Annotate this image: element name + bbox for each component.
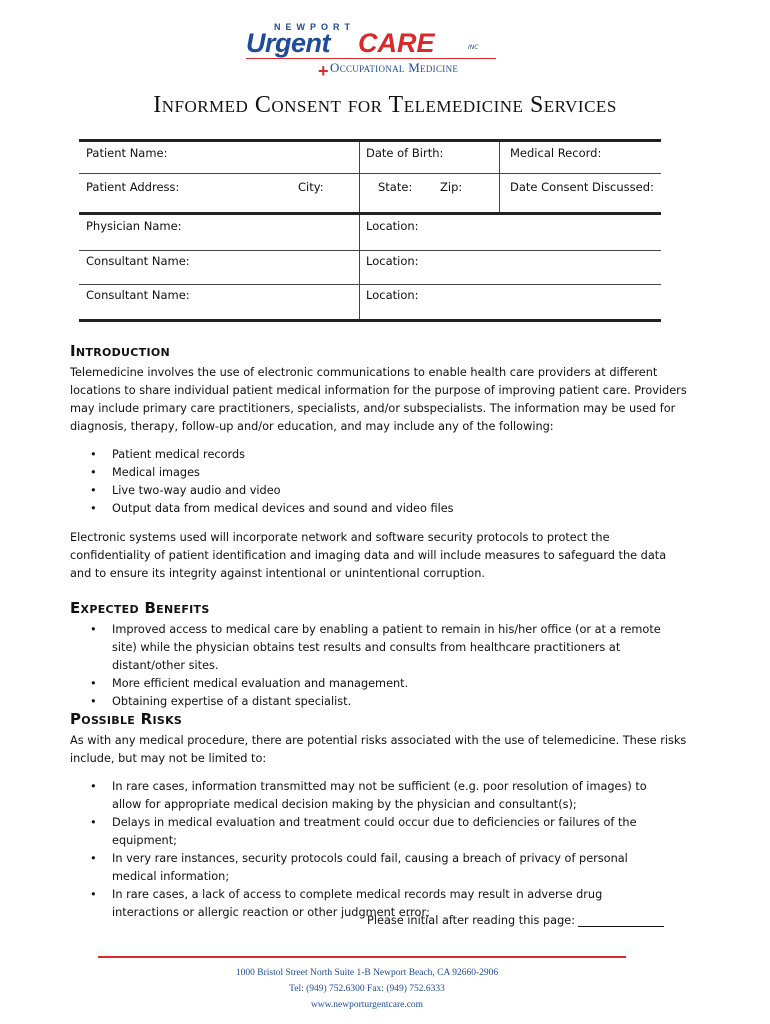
section-heading-risks: Possible Risks [70, 710, 183, 728]
consultant-name-field[interactable]: Consultant Name: [86, 254, 190, 268]
patient-address-field[interactable]: Patient Address: [86, 180, 180, 194]
form-divider [359, 142, 360, 212]
location-field[interactable]: Location: [366, 254, 419, 268]
list-item: • In rare cases, information transmitted may not be sufficient (e.g. poor resolution of images) to allow for appropriate medical decision making by the physician and consultant(s); [72, 778, 672, 814]
introduction-list [72, 446, 682, 518]
logo-newport-text: NEWPORT [274, 22, 355, 32]
form-bottom-rule [79, 319, 661, 322]
logo-underline [246, 58, 496, 59]
company-logo [236, 22, 506, 82]
risks-text: As with any medical procedure, there are potential risks associated with the use of telemedicine. These risks include, but may not be limited to: [70, 734, 687, 765]
location-field[interactable]: Location: [366, 219, 419, 233]
security-text: Electronic systems used will incorporate network and software security protocols to protect the confidentiality of patient identification and imaging data and will include measures to safeguard the data and to ensure its integrity against intentional or unintentional corruption. [70, 531, 667, 580]
medical-record-field[interactable]: Medical Record: [510, 146, 602, 160]
form-row-rule [79, 173, 661, 174]
initial-label: Please initial after reading this page: [367, 914, 575, 927]
initial-field[interactable] [578, 914, 664, 927]
list-item: • Improved access to medical care by enabling a patient to remain in his/her office (or at a remote site) while the physician obtains test results and consults from healthcare practitioners at distant/other sites. [72, 621, 684, 675]
list-item: • Delays in medical evaluation and treatment could occur due to deficiencies or failures of the equipment; [72, 814, 672, 850]
footer-phone: Tel: (949) 752.6300 Fax: (949) 752.6333 [289, 984, 445, 994]
logo-urgent-text: Urgent [246, 28, 330, 58]
list-item: • More efficient medical evaluation and management. [72, 675, 684, 693]
date-of-birth-field[interactable]: Date of Birth: [366, 146, 444, 160]
logo-plus-icon: + [318, 61, 329, 81]
list-item: • Medical images [72, 464, 682, 482]
city-field[interactable]: City: [298, 180, 324, 194]
form-top-rule [79, 139, 661, 142]
initial-prompt [367, 914, 664, 927]
patient-name-field[interactable]: Patient Name: [86, 146, 168, 160]
list-item: • Live two-way audio and video [72, 482, 682, 500]
benefits-list [72, 621, 684, 711]
date-consent-field[interactable]: Date Consent Discussed: [510, 180, 654, 194]
form-divider [359, 215, 360, 319]
list-item: • In rare cases, a lack of access to complete medical records may result in adverse drug interactions or allergic reaction or other judgment error; [72, 886, 672, 922]
form-row-rule [79, 250, 661, 251]
form-divider [499, 142, 500, 212]
section-heading-benefits: Expected Benefits [70, 599, 210, 617]
logo-occupational-text: Occupational Medicine [330, 60, 459, 75]
logo-inc-text: INC [468, 44, 479, 51]
form-mid-rule [79, 212, 661, 215]
introduction-text: Telemedicine involves the use of electronic communications to enable health care providers at different locations to share individual patient medical information for the purpose of improving patient care. Providers may include primary care practitioners, specialists, and/or subspecialists. The information may be used for diagnosis, therapy, follow-up and/or education, and may include any of the following: [70, 366, 687, 433]
page-title: Informed Consent for Telemedicine Services [153, 92, 617, 118]
footer-website[interactable]: www.newporturgentcare.com [310, 1000, 424, 1010]
section-heading-introduction: Introduction [70, 342, 171, 360]
list-item: • Output data from medical devices and sound and video files [72, 500, 682, 518]
logo-care-text: CARE [358, 28, 435, 58]
list-item: • Obtaining expertise of a distant specialist. [72, 693, 684, 711]
footer-rule [98, 956, 626, 958]
state-field[interactable]: State: [378, 180, 413, 194]
location-field[interactable]: Location: [366, 288, 419, 302]
zip-field[interactable]: Zip: [440, 180, 463, 194]
footer-address: 1000 Bristol Street North Suite 1-B Newport Beach, CA 92660-2906 [235, 968, 499, 978]
risks-list [72, 778, 672, 922]
list-item: • Patient medical records [72, 446, 682, 464]
list-item: • In very rare instances, security protocols could fail, causing a breach of privacy of personal medical information; [72, 850, 672, 886]
consultant-name-field[interactable]: Consultant Name: [86, 288, 190, 302]
physician-name-field[interactable]: Physician Name: [86, 219, 182, 233]
form-row-rule [79, 284, 661, 285]
